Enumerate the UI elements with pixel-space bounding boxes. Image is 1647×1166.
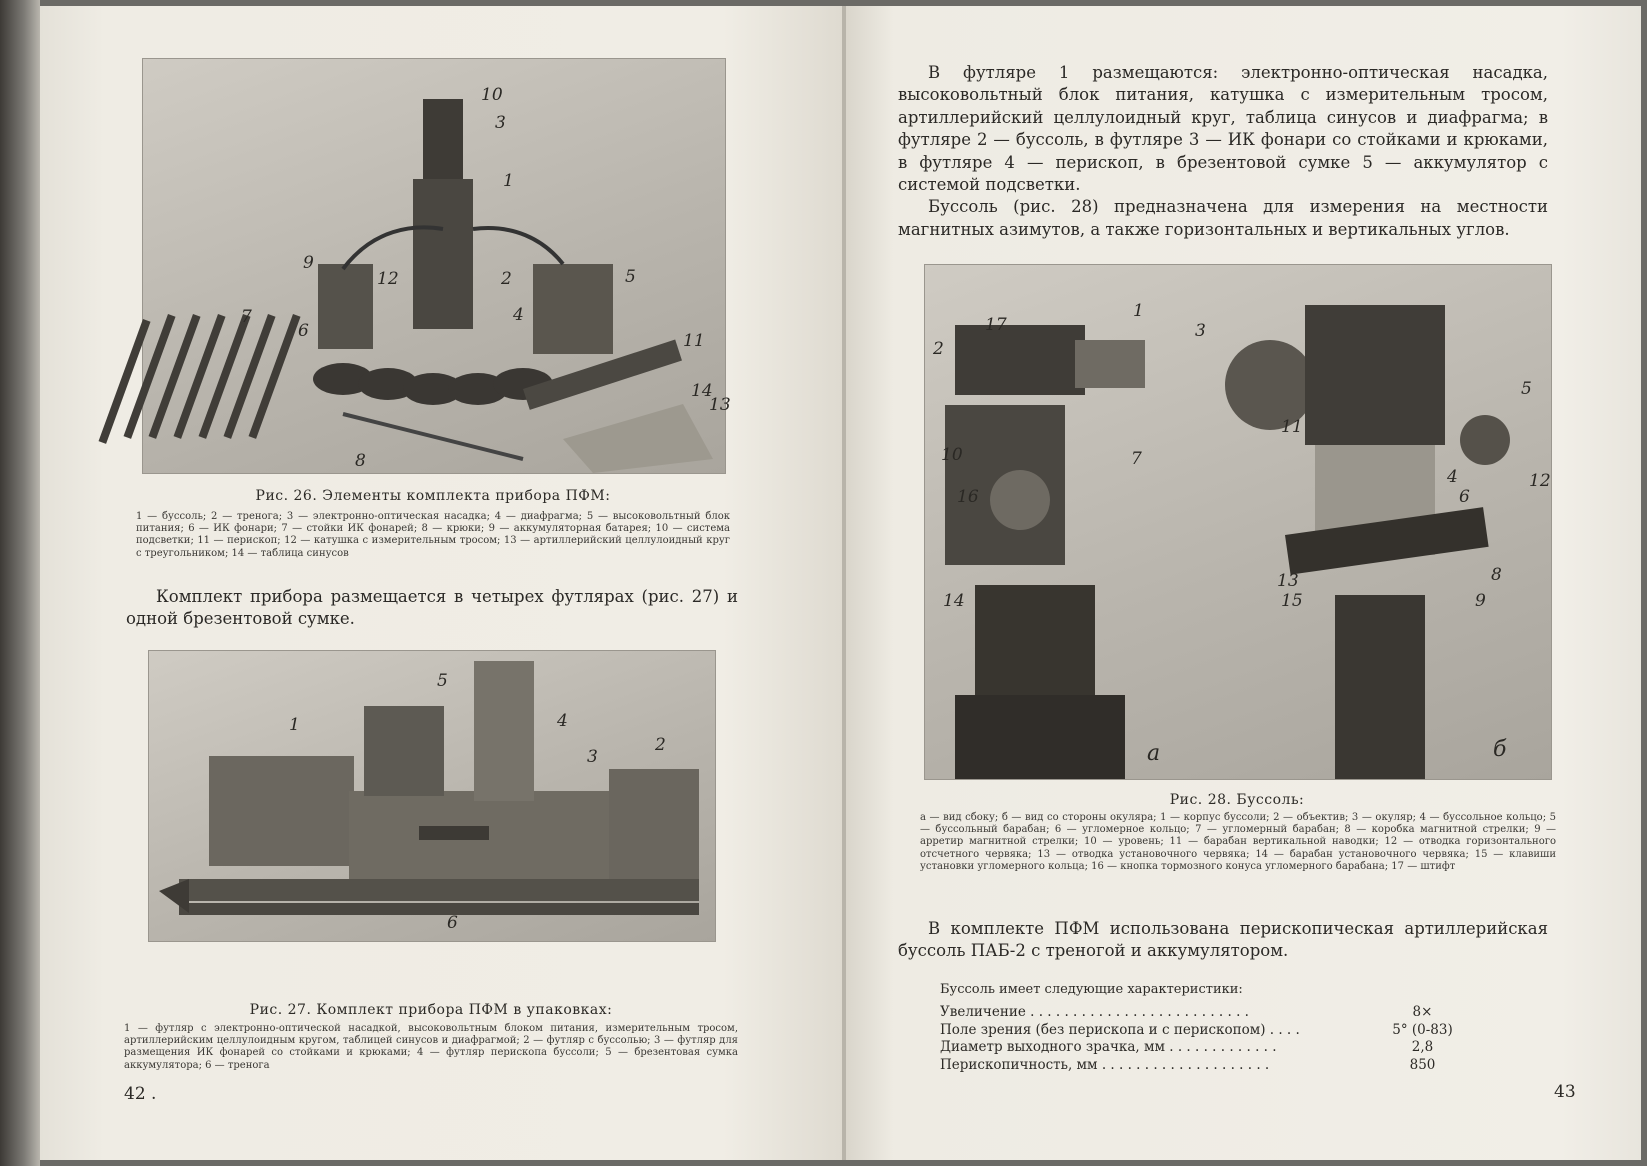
figure-27-caption: Рис. 27. Комплект прибора ПФМ в упаковках: [249,1002,613,1018]
callout: 3 [1195,321,1206,341]
callout: 13 [1277,571,1299,591]
spec-value: 5° (0-83) [1392,1021,1453,1038]
callout: 1 [503,171,514,191]
spec-value: 850 [1409,1056,1436,1073]
callout: 3 [587,747,598,767]
figure-28-legend: а — вид сбоку; б — вид со стороны окуляра; 1 — корпус буссоли; 2 — объектив; 3 — окуляр; 4 — буссольное кольцо; 5 — буссольный барабан; 6 — угломерное кольцо; 7 — угломерный барабан; 8 — коробка магнитной стрелки; 9 — арретир магнитной стрелки; 10 — уровень; 11 — барабан вертикальной наводки; 12 — отводка горизонтального отсчетного червяка; 13 — отводка установочного червяка; 14 — барабан установочного червяка; 15 — клавиши установки угломерного кольца; 16 — кнопка тормозного конуса угломерного барабана; 17 — штифт [920,812,1556,872]
page-number: 43 [1554,1082,1576,1102]
callout: 2 [933,339,944,359]
left-page [40,6,844,1160]
callout: 4 [513,305,524,325]
callout: 11 [1281,417,1303,437]
callout: 2 [501,269,512,289]
kit-elements-illustration [143,59,725,473]
figure-26-legend: 1 — буссоль; 2 — тренога; 3 — электронно-оптическая насадка; 4 — диафрагма; 5 — высоковольтный блок питания; 6 — ИК фонари; 7 — стойки ИК фонарей; 8 — крюки; 9 — аккумуляторная батарея; 10 — система подсветки; 11 — перископ; 12 — катушка с измерительным тросом; 13 — артиллерийский целлулоидный круг с треугольником; 14 — таблица синусов [136,511,730,559]
callout: 11 [683,331,705,351]
callout: 4 [1447,467,1458,487]
callout: 7 [1131,449,1142,469]
callout: 16 [957,487,979,507]
spec-label: Перископичность, мм . . . . . . . . . . . . . . . . . . . . [940,1056,1270,1073]
callout: 7 [241,307,252,327]
paragraph: Буссоль (рис. 28) предназначена для измерения на местности магнитных азимутов, а также горизонтальных и вертикальных углов. [898,197,1548,239]
callout: 17 [985,315,1007,335]
callout: 1 [1133,301,1144,321]
callout: 12 [377,269,399,289]
kit-storage-paragraph [126,586,738,631]
callout: 6 [1459,487,1470,507]
callout: 1 [289,715,300,735]
callout: 12 [1529,471,1551,491]
callout: 3 [495,113,506,133]
callout: 4 [557,711,568,731]
callout: 9 [303,253,314,273]
callout: а [1147,741,1161,766]
callout: 8 [1491,565,1502,585]
spec-label: Диаметр выходного зрачка, мм . . . . . . . . . . . . . [940,1039,1277,1055]
figure-28-photo [924,264,1552,780]
figure-26-photo [142,58,731,474]
spec-row [940,1004,1460,1022]
spec-label: Поле зрения (без перископа и с перископом) . . . . [940,1021,1300,1038]
callout: б [1493,737,1507,762]
callout: 6 [447,913,458,933]
paragraph: Комплект прибора размещается в четырех футлярах (рис. 27) и одной брезентовой сумке. [126,587,738,629]
callout: 6 [298,321,309,341]
callout: 15 [1281,591,1303,611]
specs-list [940,1004,1460,1074]
kit-cases-illustration [149,651,715,941]
intro-text [898,62,1548,241]
figure-27-photo [148,650,716,942]
callout: 10 [481,85,503,105]
spec-value: 2,8 [1411,1039,1434,1055]
callout: 10 [941,445,963,465]
figure-27-legend: 1 — футляр с электронно-оптической насадкой, высоковольтным блоком питания, измерительным тросом, артиллерийским целлулоидным кругом, таблицей синусов и диафрагмой; 2 — футляр с буссолью; 3 — футляр для размещения ИК фонарей со стойками и крюками; 4 — футляр перископа буссоли; 5 — брезентовая сумка аккумулятора; 6 — тренога [124,1023,738,1071]
compass-illustration [925,265,1551,779]
spec-label: Увеличение . . . . . . . . . . . . . . . . . . . . . . . . . . [940,1004,1249,1020]
callout: 9 [1475,591,1486,611]
callout: 14 [691,381,713,401]
right-page [846,6,1641,1160]
book-edge [0,0,40,1166]
spec-row [940,1057,1460,1075]
callout: 5 [625,267,636,287]
callout: 8 [355,451,366,471]
callout: 13 [709,395,731,415]
specs-title: Буссоль имеет следующие характеристики: [940,982,1243,997]
figure-28-caption: Рис. 28. Буссоль: [1169,792,1305,808]
callout: 5 [437,671,448,691]
paragraph: В футляре 1 размещаются: электронно-оптическая насадка, высоковольтный блок питания, катушка с измерительным тросом, артиллерийский целлулоидный круг, таблица синусов и диафрагма; в футляре 2 — буссоль, в футляре 3 — ИК фонари со стойками и крюками, в футляре 4 — перископ, в брезентовой сумке 5 — аккумулятор с системой подсветки. [898,63,1548,195]
pab2-paragraph [898,918,1548,963]
page-number: 42 . [124,1084,157,1104]
paragraph: В комплекте ПФМ использована перископическая артиллерийская буссоль ПАБ-2 с треногой и аккумулятором. [898,919,1548,961]
spec-row [940,1022,1460,1040]
callout: 2 [655,735,666,755]
spec-value: 8× [1412,1004,1433,1020]
figure-26-caption: Рис. 26. Элементы комплекта прибора ПФМ: [255,488,611,504]
callout: 14 [943,591,965,611]
callout: 5 [1521,379,1532,399]
spec-row [940,1039,1460,1057]
